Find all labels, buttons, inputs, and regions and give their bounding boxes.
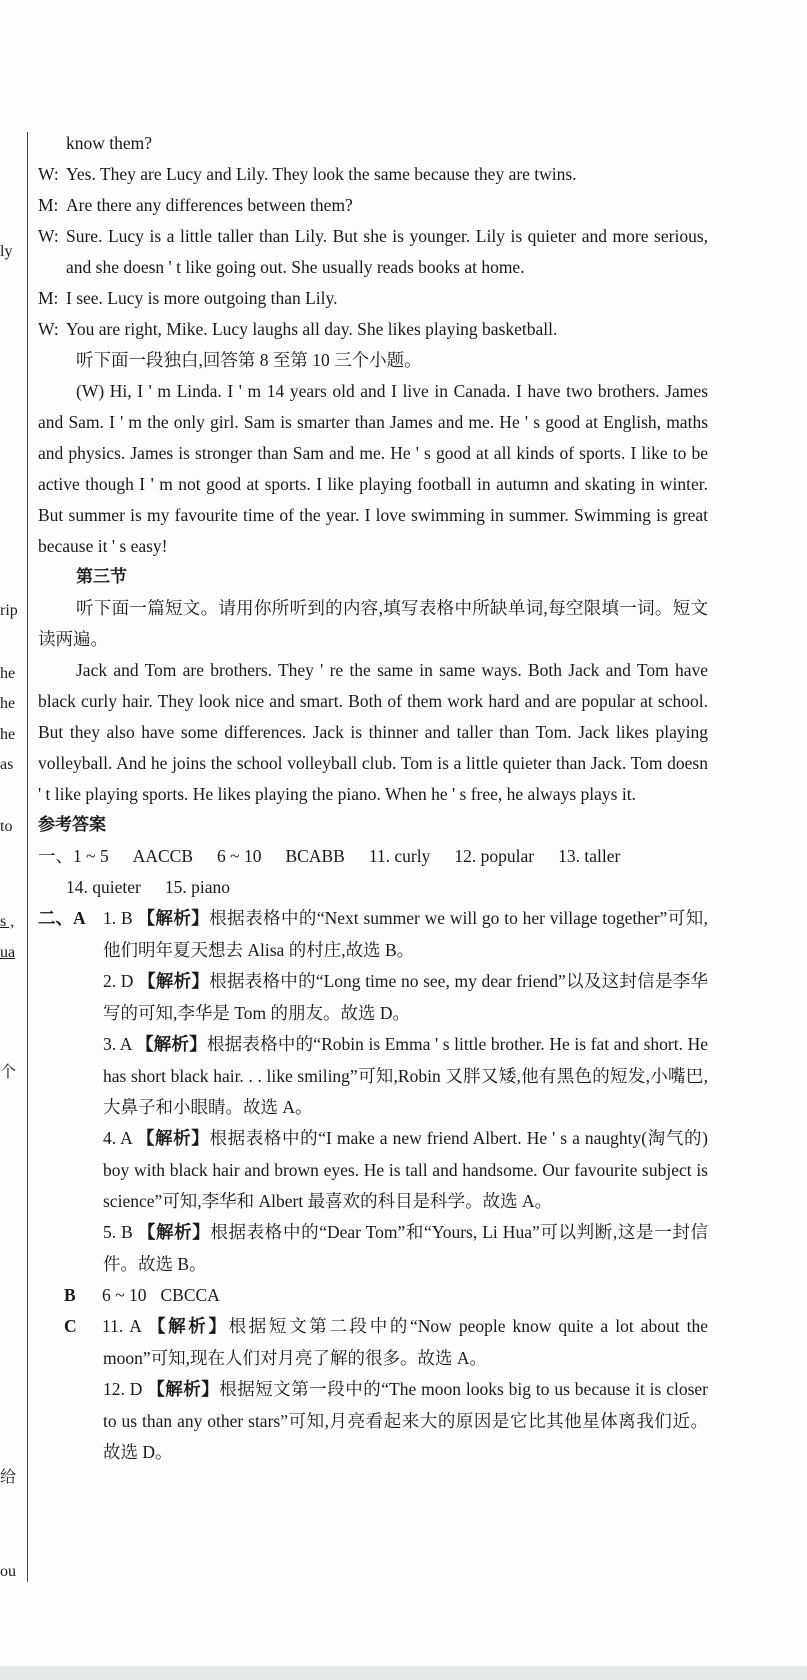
answer-item [38, 1217, 708, 1280]
analysis-tag: 【解析】 [137, 909, 210, 929]
item-explanation: 根据表格中的“Long time no see, my dear friend”以及这封信是李华写的可知,李华是 Tom 的朋友。故选 D。 [103, 971, 709, 1023]
item-explanation: 根据表格中的“Next summer we will go to her village together”可知,他们明年夏天想去 Alisa 的村庄,故选 B。 [103, 908, 709, 960]
answer-item [38, 1029, 708, 1123]
analysis-tag: 【解析】 [136, 1129, 210, 1149]
margin-fragment: rip [0, 602, 18, 619]
dialogue-text: I see. Lucy is more outgoing than Lily. [66, 288, 338, 308]
dialogue-text: Sure. Lucy is a little taller than Lily. But she is younger. Lily is quieter and more serious, and she doesn ' t like going out. She usually reads books at home. [66, 226, 708, 277]
margin-fragment: ly [0, 243, 13, 260]
dialogue-line [38, 283, 708, 314]
answers-part1-cont [38, 872, 708, 903]
dialogue-continuation: know them? [66, 133, 153, 153]
analysis-tag: 【解析】 [136, 1035, 207, 1055]
section-b-label: B [64, 1285, 76, 1305]
item-explanation: 根据表格中的“Dear Tom”和“Yours, Li Hua”可以判断,这是一封信件。故选 B。 [103, 1222, 708, 1274]
dialogue-line [38, 190, 708, 221]
part1-answers-b: BCABB [285, 846, 345, 866]
answers-heading: 参考答案 [38, 815, 106, 835]
margin-fragment: he [0, 665, 16, 682]
item-number: 11. A [102, 1316, 141, 1336]
item-explanation: 根据短文第二段中的“Now people know quite a lot about the moon”可知,现在人们对月亮了解的很多。故选 A。 [103, 1316, 709, 1368]
part1-answer-14: 14. quieter [66, 877, 141, 897]
dialogue-line [38, 221, 708, 283]
speaker-label: W: [38, 164, 59, 184]
margin-fragment: 个 [0, 1064, 17, 1081]
item-number: 3. A [103, 1034, 132, 1054]
margin-fragment: 给 [0, 1469, 17, 1486]
item-explanation: 根据表格中的“I make a new friend Albert. He ' s a naughty(淘气的) boy with black hair and brown eyes. He is tall and handsome. Our favourite subject is science”可知,李华和 Albert 最喜欢的科目是科学。故选 A。 [103, 1128, 708, 1211]
passage-text: Jack and Tom are brothers. They ' re the same in same ways. Both Jack and Tom have black curly hair. They look nice and smart. Both of them work hard and are popular at school. But they also have some differences. Jack is thinner and taller than Tom. Jack likes playing volleyball. And he joins the school volleyball club. Tom is a little quieter than Jack. Tom doesn ' t like playing sports. He likes playing the piano. When he ' s free, he always plays it. [38, 660, 708, 804]
part1-range-b: 6 ~ 10 [217, 846, 262, 866]
margin-fragment: ou [0, 1563, 16, 1580]
part1-answer-13: 13. taller [558, 846, 621, 866]
speaker-label: W: [38, 226, 59, 246]
margin-fragment: ua [0, 944, 16, 961]
answer-item [38, 1374, 708, 1468]
part1-range-a: 1 ~ 5 [73, 846, 109, 866]
item-number: 12. D [103, 1379, 143, 1399]
speaker-label: M: [38, 288, 59, 308]
monologue-instruction: 听下面一段独白,回答第 8 至第 10 三个小题。 [76, 350, 422, 370]
item-number: 5. B [103, 1222, 133, 1242]
scan-bottom-edge [0, 1666, 807, 1680]
answer-item [38, 1123, 708, 1217]
margin-fragment: he [0, 695, 16, 712]
section-b-answers: CBCCA [160, 1285, 220, 1305]
dialogue-text: Are there any differences between them? [66, 195, 353, 215]
dialogue-line [38, 159, 708, 190]
main-text-column [38, 128, 708, 1468]
answer-item [38, 966, 708, 1029]
item-explanation: 根据表格中的“Robin is Emma ' s little brother. He is fat and short. He has short black hair. . . like smiling”可知,Robin 又胖又矮,他有黑色的短发,小嘴巴,大鼻子和小眼睛。故选 A。 [103, 1034, 708, 1117]
analysis-tag: 【解析】 [147, 1380, 220, 1400]
analysis-tag: 【解析】 [137, 1223, 211, 1243]
part1-answer-11: 11. curly [368, 846, 431, 866]
analysis-tag: 【解析】 [148, 1317, 229, 1337]
dialogue-line [38, 314, 708, 345]
analysis-tag: 【解析】 [138, 972, 210, 992]
left-margin-rule [27, 132, 28, 1582]
section-c-label: C [64, 1316, 77, 1336]
margin-fragment: he [0, 726, 16, 743]
speaker-label: W: [38, 319, 59, 339]
margin-fragment: as [0, 756, 14, 773]
margin-fragment: s , [0, 913, 15, 930]
part1-answer-12: 12. popular [454, 846, 535, 866]
part1-answer-15: 15. piano [164, 877, 230, 897]
answer-item [38, 1311, 708, 1374]
part2-label: 二、A [38, 908, 86, 928]
monologue-text: (W) Hi, I ' m Linda. I ' m 14 years old and I live in Canada. I have two brothers. James and Sam. I ' m the only girl. Sam is smarter than James and me. He ' s good at English, maths and physics. James is stronger than Sam and me. He ' s good at all kinds of sports. I like to be active though I ' m not good at sports. I like playing football in autumn and skating in winter. But summer is my favourite time of the year. I love swimming in summer. Swimming is great because it ' s easy! [38, 381, 708, 556]
dialogue-text: You are right, Mike. Lucy laughs all day. She likes playing basketball. [66, 319, 558, 339]
section-instruction: 听下面一篇短文。请用你所听到的内容,填写表格中所缺单词,每空限填一词。短文读两遍。 [38, 598, 708, 649]
speaker-label: M: [38, 195, 59, 215]
item-number: 2. D [103, 971, 134, 991]
part1-answers-a: AACCB [132, 846, 194, 866]
item-number: 1. B [103, 908, 133, 928]
answer-item [38, 903, 708, 966]
section-b-range: 6 ~ 10 [102, 1285, 147, 1305]
item-number: 4. A [103, 1128, 132, 1148]
item-explanation: 根据短文第一段中的“The moon looks big to us because it is closer to us than any other stars”可知,月亮看起来大的原因是它比其他星体离我们近。故选 D。 [103, 1379, 708, 1462]
answers-section-b [38, 1280, 708, 1311]
margin-fragment: to [0, 818, 13, 835]
dialogue-text: Yes. They are Lucy and Lily. They look the same because they are twins. [66, 164, 577, 184]
answers-part1 [38, 841, 708, 872]
part1-label: 一、 [38, 846, 73, 866]
section-heading: 第三节 [76, 567, 127, 587]
